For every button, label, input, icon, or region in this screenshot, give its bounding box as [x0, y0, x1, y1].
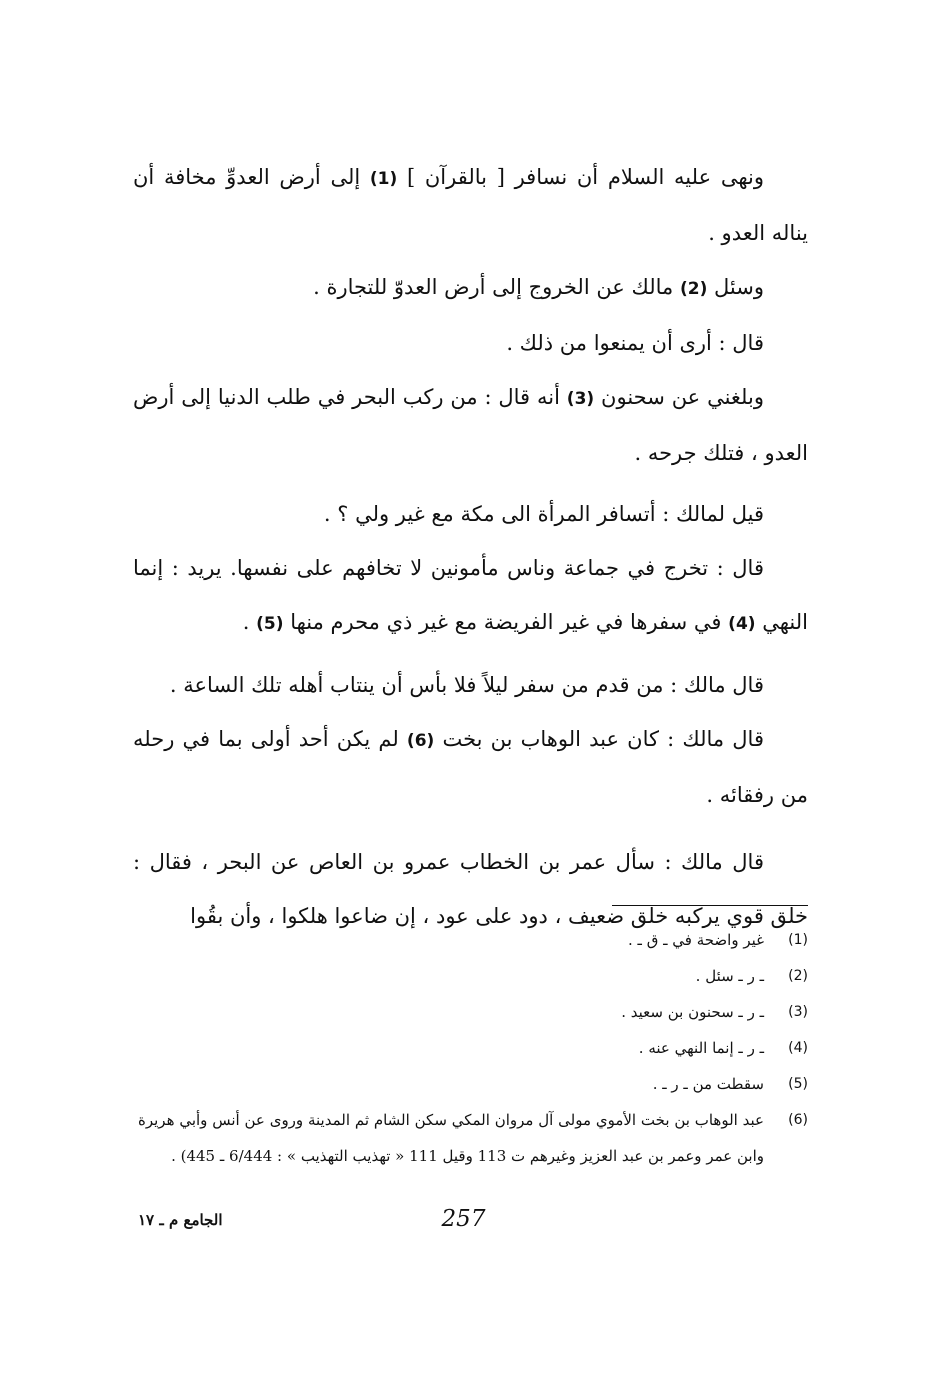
signature-mark: الجامع م ـ ١٧ [138, 1211, 223, 1229]
footnote-number: (5) [788, 1076, 808, 1092]
footnote-divider [612, 905, 808, 906]
footnote-ref[interactable]: (5) [256, 614, 284, 634]
footnote-number: (6) [788, 1112, 808, 1128]
footnote-number: (2) [788, 968, 808, 984]
footnote-ref[interactable]: (3) [566, 389, 595, 409]
main-text [133, 150, 808, 943]
paragraph: ونهى عليه السلام أن نسافر [ بالقرآن ] (1) إلى أرض العدوِّ مخافة أن يناله العدو . [133, 165, 808, 245]
footnote-ref[interactable]: (6) [406, 731, 435, 751]
footnote-ref[interactable]: (1) [369, 169, 398, 189]
footnote-number: (4) [788, 1040, 808, 1056]
paragraph: وبلغني عن سحنون (3) أنه قال : من ركب البحر في طلب الدنيا إلى أرض العدو ، فتلك جرحه . [133, 385, 808, 465]
paragraph: قال مالك : من قدم من سفر ليلاً فلا بأس أن ينتاب أهله تلك الساعة . [169, 673, 764, 697]
footnote-item [138, 994, 808, 1030]
footnote-number: (1) [788, 932, 808, 948]
paragraph: قال مالك : كان عبد الوهاب بن بخت (6) لم يكن أحد أولى بما في رحله من رفقائه . [133, 727, 808, 807]
footnote-ref[interactable]: (4) [728, 614, 756, 634]
footnote-text: عبد الوهاب بن بخت الأموي مولى آل مروان المكي سكن الشام ثم المدينة وروى عن أنس وأبي هريرة وابن عمر وعمر بن عبد العزيز وغيرهم ت 113 وقيل 111 « تهذيب التهذيب » : 6/444 ـ 445) . [138, 1111, 764, 1165]
footnote-item [138, 1102, 808, 1174]
footnote-text: ـ ر ـ سحنون بن سعيد . [621, 1003, 764, 1021]
footnote-item [138, 922, 808, 958]
footnote-ref[interactable]: (2) [679, 279, 708, 299]
paragraph: قيل لمالك : أتسافر المرأة الى مكة مع غير ولي ؟ . [323, 502, 764, 526]
footnote-item [138, 1030, 808, 1066]
paragraph: قال مالك : سأل عمر بن الخطاب عمرو بن العاص عن البحر ، فقال : خلق قوي يركبه خلق ضعيف ، دود على عود ، إن ضاعوا هلكوا ، وأن بقُوا [133, 850, 808, 928]
footnote-text: ـ ر ـ سئل . [695, 967, 764, 985]
paragraph: وسئل (2) مالك عن الخروج إلى أرض العدوّ للتجارة . [313, 275, 764, 299]
paragraph: قال : أرى أن يمنعوا من ذلك . [506, 331, 764, 355]
paragraph: قال : تخرج في جماعة وناس مأمونين لا تخافهم على نفسها. يريد : إنما النهي (4) في سفرها في غير الفريضة مع غير ذي محرم منها (5) . [133, 556, 808, 634]
footnote-text: سقطت من ـ ر ـ . [652, 1075, 764, 1093]
footnote-number: (3) [788, 1004, 808, 1020]
footnote-item [138, 958, 808, 994]
page-number: 257 [441, 1206, 486, 1232]
footnotes [138, 922, 808, 1174]
footnote-item [138, 1066, 808, 1102]
footnote-text: غير واضحة في ـ ق ـ . [628, 931, 764, 949]
footnote-text: ـ ر ـ إنما النهي عنه . [638, 1039, 764, 1057]
